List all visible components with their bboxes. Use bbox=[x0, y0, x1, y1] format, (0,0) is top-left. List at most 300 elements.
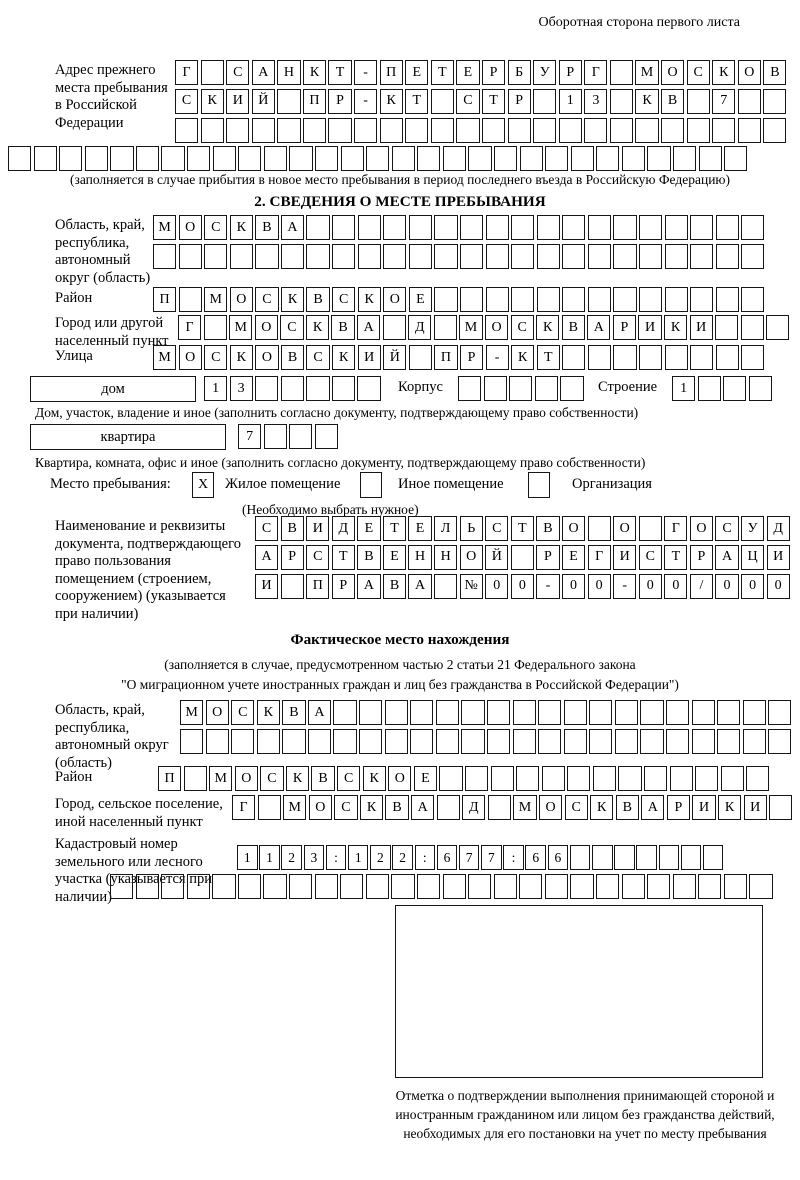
char-cell[interactable]: А bbox=[408, 574, 431, 599]
char-cell[interactable] bbox=[516, 766, 539, 791]
char-cell[interactable]: В bbox=[255, 215, 278, 240]
char-cell[interactable] bbox=[613, 287, 636, 312]
char-cell[interactable]: В bbox=[282, 700, 305, 725]
char-cell[interactable] bbox=[670, 766, 693, 791]
char-cell[interactable] bbox=[410, 729, 433, 754]
char-cell[interactable]: В bbox=[383, 574, 406, 599]
char-cell[interactable]: К bbox=[230, 345, 253, 370]
char-cell[interactable] bbox=[238, 874, 261, 899]
char-cell[interactable] bbox=[306, 376, 329, 401]
char-cell[interactable] bbox=[487, 700, 510, 725]
char-cell[interactable]: А bbox=[281, 215, 304, 240]
char-cell[interactable] bbox=[537, 287, 560, 312]
char-cell[interactable]: Д bbox=[332, 516, 355, 541]
char-cell[interactable]: С bbox=[639, 545, 662, 570]
char-cell[interactable] bbox=[486, 215, 509, 240]
char-cell[interactable] bbox=[545, 146, 568, 171]
char-cell[interactable] bbox=[533, 118, 556, 143]
char-cell[interactable]: П bbox=[380, 60, 403, 85]
char-cell[interactable]: С bbox=[456, 89, 479, 114]
char-cell[interactable] bbox=[238, 146, 261, 171]
char-cell[interactable] bbox=[665, 244, 688, 269]
char-cell[interactable]: Р bbox=[508, 89, 531, 114]
char-cell[interactable]: О bbox=[309, 795, 332, 820]
char-cell[interactable] bbox=[639, 516, 662, 541]
char-cell[interactable] bbox=[303, 118, 326, 143]
char-cell[interactable] bbox=[461, 700, 484, 725]
char-cell[interactable]: : bbox=[503, 845, 524, 870]
char-cell[interactable] bbox=[289, 424, 312, 449]
char-cell[interactable] bbox=[690, 244, 713, 269]
char-cell[interactable] bbox=[213, 146, 236, 171]
char-cell[interactable]: : bbox=[415, 845, 436, 870]
char-cell[interactable] bbox=[610, 60, 633, 85]
char-cell[interactable] bbox=[763, 118, 786, 143]
char-cell[interactable]: - bbox=[354, 60, 377, 85]
char-cell[interactable]: С bbox=[255, 516, 278, 541]
char-cell[interactable]: Е bbox=[383, 545, 406, 570]
char-cell[interactable]: А bbox=[641, 795, 664, 820]
char-cell[interactable] bbox=[281, 376, 304, 401]
char-cell[interactable]: Н bbox=[408, 545, 431, 570]
char-cell[interactable] bbox=[769, 795, 792, 820]
char-cell[interactable] bbox=[741, 315, 764, 340]
char-cell[interactable] bbox=[328, 118, 351, 143]
char-cell[interactable] bbox=[741, 244, 764, 269]
char-cell[interactable]: Г bbox=[175, 60, 198, 85]
char-cell[interactable] bbox=[588, 345, 611, 370]
char-cell[interactable] bbox=[359, 729, 382, 754]
char-cell[interactable] bbox=[564, 700, 587, 725]
char-cell[interactable]: С bbox=[231, 700, 254, 725]
char-cell[interactable]: О bbox=[460, 545, 483, 570]
char-cell[interactable] bbox=[593, 766, 616, 791]
char-cell[interactable] bbox=[333, 700, 356, 725]
char-cell[interactable] bbox=[8, 146, 31, 171]
char-cell[interactable] bbox=[161, 874, 184, 899]
char-cell[interactable]: Е bbox=[456, 60, 479, 85]
char-cell[interactable]: К bbox=[306, 315, 329, 340]
char-cell[interactable] bbox=[482, 118, 505, 143]
char-cell[interactable]: М bbox=[153, 345, 176, 370]
char-cell[interactable] bbox=[488, 795, 511, 820]
char-cell[interactable]: К bbox=[511, 345, 534, 370]
char-cell[interactable] bbox=[610, 118, 633, 143]
char-cell[interactable]: Р bbox=[667, 795, 690, 820]
char-cell[interactable] bbox=[716, 287, 739, 312]
char-cell[interactable]: С bbox=[337, 766, 360, 791]
char-cell[interactable]: Т bbox=[332, 545, 355, 570]
char-cell[interactable]: М bbox=[635, 60, 658, 85]
char-cell[interactable]: 7 bbox=[481, 845, 502, 870]
char-cell[interactable] bbox=[562, 215, 585, 240]
char-cell[interactable] bbox=[494, 146, 517, 171]
char-cell[interactable]: В bbox=[562, 315, 585, 340]
char-cell[interactable]: С bbox=[715, 516, 738, 541]
char-cell[interactable]: И bbox=[638, 315, 661, 340]
char-cell[interactable]: К bbox=[230, 215, 253, 240]
char-cell[interactable] bbox=[673, 146, 696, 171]
char-cell[interactable]: П bbox=[306, 574, 329, 599]
char-cell[interactable]: В bbox=[281, 345, 304, 370]
char-cell[interactable] bbox=[596, 874, 619, 899]
char-cell[interactable] bbox=[179, 244, 202, 269]
char-cell[interactable] bbox=[639, 287, 662, 312]
char-cell[interactable]: С bbox=[280, 315, 303, 340]
char-cell[interactable]: Г bbox=[178, 315, 201, 340]
char-cell[interactable] bbox=[692, 700, 715, 725]
char-cell[interactable]: О bbox=[539, 795, 562, 820]
char-cell[interactable] bbox=[513, 729, 536, 754]
char-cell[interactable]: Е bbox=[408, 516, 431, 541]
char-cell[interactable] bbox=[640, 700, 663, 725]
char-cell[interactable]: Т bbox=[328, 60, 351, 85]
char-cell[interactable] bbox=[571, 146, 594, 171]
char-cell[interactable] bbox=[175, 118, 198, 143]
char-cell[interactable]: А bbox=[357, 315, 380, 340]
char-cell[interactable] bbox=[204, 315, 227, 340]
char-cell[interactable]: Т bbox=[664, 545, 687, 570]
char-cell[interactable]: К bbox=[201, 89, 224, 114]
char-cell[interactable]: Е bbox=[405, 60, 428, 85]
char-cell[interactable] bbox=[434, 287, 457, 312]
char-cell[interactable]: Р bbox=[690, 545, 713, 570]
char-cell[interactable]: О bbox=[388, 766, 411, 791]
char-cell[interactable] bbox=[439, 766, 462, 791]
char-cell[interactable] bbox=[535, 376, 558, 401]
char-cell[interactable] bbox=[110, 146, 133, 171]
char-cell[interactable]: 0 bbox=[767, 574, 790, 599]
char-cell[interactable]: К bbox=[281, 287, 304, 312]
char-cell[interactable]: А bbox=[252, 60, 275, 85]
char-cell[interactable] bbox=[618, 766, 641, 791]
char-cell[interactable] bbox=[315, 146, 338, 171]
char-cell[interactable]: Р bbox=[482, 60, 505, 85]
char-cell[interactable]: Р bbox=[536, 545, 559, 570]
char-cell[interactable] bbox=[639, 215, 662, 240]
char-cell[interactable] bbox=[315, 874, 338, 899]
char-cell[interactable]: В bbox=[357, 545, 380, 570]
char-cell[interactable] bbox=[511, 545, 534, 570]
char-cell[interactable]: О bbox=[235, 766, 258, 791]
char-cell[interactable] bbox=[533, 89, 556, 114]
char-cell[interactable] bbox=[635, 118, 658, 143]
char-cell[interactable] bbox=[763, 89, 786, 114]
char-cell[interactable] bbox=[588, 287, 611, 312]
char-cell[interactable]: Н bbox=[277, 60, 300, 85]
char-cell[interactable]: Й bbox=[383, 345, 406, 370]
char-cell[interactable] bbox=[520, 146, 543, 171]
char-cell[interactable] bbox=[687, 89, 710, 114]
char-cell[interactable]: Т bbox=[511, 516, 534, 541]
char-cell[interactable]: А bbox=[411, 795, 434, 820]
char-cell[interactable]: П bbox=[158, 766, 181, 791]
char-cell[interactable] bbox=[201, 60, 224, 85]
char-cell[interactable] bbox=[562, 287, 585, 312]
char-cell[interactable]: М bbox=[153, 215, 176, 240]
char-cell[interactable]: Р bbox=[332, 574, 355, 599]
char-cell[interactable] bbox=[255, 376, 278, 401]
char-cell[interactable] bbox=[187, 146, 210, 171]
char-cell[interactable] bbox=[716, 215, 739, 240]
char-cell[interactable] bbox=[717, 729, 740, 754]
char-cell[interactable] bbox=[257, 729, 280, 754]
char-cell[interactable] bbox=[570, 874, 593, 899]
char-cell[interactable]: А bbox=[255, 545, 278, 570]
char-cell[interactable] bbox=[230, 244, 253, 269]
char-cell[interactable] bbox=[738, 118, 761, 143]
char-cell[interactable] bbox=[690, 345, 713, 370]
char-cell[interactable] bbox=[766, 315, 789, 340]
char-cell[interactable] bbox=[741, 287, 764, 312]
char-cell[interactable]: 6 bbox=[548, 845, 569, 870]
char-cell[interactable] bbox=[749, 376, 772, 401]
char-cell[interactable]: : bbox=[326, 845, 347, 870]
char-cell[interactable] bbox=[588, 244, 611, 269]
char-cell[interactable] bbox=[647, 146, 670, 171]
char-cell[interactable] bbox=[358, 244, 381, 269]
char-cell[interactable] bbox=[136, 874, 159, 899]
char-cell[interactable]: 0 bbox=[639, 574, 662, 599]
char-cell[interactable] bbox=[187, 874, 210, 899]
char-cell[interactable]: П bbox=[303, 89, 326, 114]
char-cell[interactable] bbox=[511, 215, 534, 240]
char-cell[interactable] bbox=[405, 118, 428, 143]
char-cell[interactable]: Г bbox=[584, 60, 607, 85]
char-cell[interactable]: И bbox=[306, 516, 329, 541]
char-cell[interactable] bbox=[409, 345, 432, 370]
char-cell[interactable]: Р bbox=[328, 89, 351, 114]
char-cell[interactable] bbox=[136, 146, 159, 171]
char-cell[interactable] bbox=[610, 89, 633, 114]
char-cell[interactable]: И bbox=[255, 574, 278, 599]
char-cell[interactable] bbox=[570, 845, 591, 870]
char-cell[interactable] bbox=[340, 874, 363, 899]
char-cell[interactable] bbox=[659, 845, 680, 870]
char-cell[interactable]: К bbox=[332, 345, 355, 370]
char-cell[interactable]: К bbox=[358, 287, 381, 312]
char-cell[interactable] bbox=[584, 118, 607, 143]
char-cell[interactable] bbox=[724, 146, 747, 171]
char-cell[interactable] bbox=[699, 146, 722, 171]
char-cell[interactable] bbox=[613, 215, 636, 240]
char-cell[interactable]: О bbox=[383, 287, 406, 312]
char-cell[interactable]: В bbox=[306, 287, 329, 312]
char-cell[interactable] bbox=[281, 244, 304, 269]
char-cell[interactable] bbox=[434, 315, 457, 340]
char-cell[interactable] bbox=[385, 700, 408, 725]
char-cell[interactable] bbox=[85, 146, 108, 171]
char-cell[interactable] bbox=[698, 874, 721, 899]
char-cell[interactable]: 2 bbox=[370, 845, 391, 870]
char-cell[interactable]: В bbox=[385, 795, 408, 820]
char-cell[interactable]: Т bbox=[431, 60, 454, 85]
char-cell[interactable] bbox=[409, 244, 432, 269]
char-cell[interactable]: С bbox=[204, 215, 227, 240]
char-cell[interactable] bbox=[746, 766, 769, 791]
char-cell[interactable] bbox=[588, 516, 611, 541]
char-cell[interactable]: О bbox=[206, 700, 229, 725]
char-cell[interactable]: 0 bbox=[588, 574, 611, 599]
char-cell[interactable]: К bbox=[303, 60, 326, 85]
char-cell[interactable]: А bbox=[587, 315, 610, 340]
char-cell[interactable]: С bbox=[565, 795, 588, 820]
char-cell[interactable] bbox=[332, 215, 355, 240]
char-cell[interactable] bbox=[201, 118, 224, 143]
char-cell[interactable] bbox=[613, 244, 636, 269]
char-cell[interactable] bbox=[673, 874, 696, 899]
char-cell[interactable] bbox=[306, 244, 329, 269]
char-cell[interactable]: М bbox=[283, 795, 306, 820]
char-cell[interactable]: О bbox=[485, 315, 508, 340]
char-cell[interactable] bbox=[358, 215, 381, 240]
char-cell[interactable]: 6 bbox=[437, 845, 458, 870]
char-cell[interactable] bbox=[588, 215, 611, 240]
char-cell[interactable]: С bbox=[511, 315, 534, 340]
char-cell[interactable]: У bbox=[741, 516, 764, 541]
char-cell[interactable]: К bbox=[664, 315, 687, 340]
char-cell[interactable]: С bbox=[687, 60, 710, 85]
char-cell[interactable] bbox=[560, 376, 583, 401]
char-cell[interactable] bbox=[486, 244, 509, 269]
char-cell[interactable]: К bbox=[286, 766, 309, 791]
char-cell[interactable] bbox=[545, 874, 568, 899]
char-cell[interactable]: В bbox=[311, 766, 334, 791]
char-cell[interactable] bbox=[436, 700, 459, 725]
char-cell[interactable]: С bbox=[260, 766, 283, 791]
char-cell[interactable] bbox=[461, 729, 484, 754]
char-cell[interactable] bbox=[436, 729, 459, 754]
char-cell[interactable] bbox=[491, 766, 514, 791]
char-cell[interactable]: В bbox=[616, 795, 639, 820]
char-cell[interactable] bbox=[721, 766, 744, 791]
char-cell[interactable] bbox=[359, 700, 382, 725]
char-cell[interactable]: 0 bbox=[664, 574, 687, 599]
char-cell[interactable] bbox=[596, 146, 619, 171]
char-cell[interactable]: 2 bbox=[392, 845, 413, 870]
char-cell[interactable]: И bbox=[767, 545, 790, 570]
char-cell[interactable]: Й bbox=[485, 545, 508, 570]
char-cell[interactable] bbox=[622, 874, 645, 899]
char-cell[interactable] bbox=[468, 146, 491, 171]
char-cell[interactable] bbox=[315, 424, 338, 449]
char-cell[interactable] bbox=[519, 874, 542, 899]
char-cell[interactable]: М bbox=[180, 700, 203, 725]
char-cell[interactable]: - bbox=[613, 574, 636, 599]
char-cell[interactable]: М bbox=[459, 315, 482, 340]
char-cell[interactable]: Т bbox=[537, 345, 560, 370]
char-cell[interactable] bbox=[263, 874, 286, 899]
char-cell[interactable] bbox=[537, 244, 560, 269]
char-cell[interactable]: И bbox=[692, 795, 715, 820]
char-cell[interactable] bbox=[724, 874, 747, 899]
char-cell[interactable] bbox=[690, 215, 713, 240]
char-cell[interactable] bbox=[366, 146, 389, 171]
char-cell[interactable] bbox=[661, 118, 684, 143]
char-cell[interactable] bbox=[589, 729, 612, 754]
char-cell[interactable] bbox=[258, 795, 281, 820]
char-cell[interactable]: М bbox=[229, 315, 252, 340]
char-cell[interactable] bbox=[636, 845, 657, 870]
char-cell[interactable] bbox=[282, 729, 305, 754]
char-cell[interactable]: К bbox=[536, 315, 559, 340]
char-cell[interactable]: И bbox=[744, 795, 767, 820]
char-cell[interactable] bbox=[465, 766, 488, 791]
char-cell[interactable]: Н bbox=[434, 545, 457, 570]
char-cell[interactable] bbox=[538, 700, 561, 725]
char-cell[interactable]: Р bbox=[613, 315, 636, 340]
char-cell[interactable]: 3 bbox=[230, 376, 253, 401]
checkbox-organization[interactable] bbox=[528, 472, 550, 498]
char-cell[interactable] bbox=[511, 287, 534, 312]
char-cell[interactable] bbox=[332, 376, 355, 401]
char-cell[interactable] bbox=[716, 345, 739, 370]
char-cell[interactable]: С bbox=[255, 287, 278, 312]
char-cell[interactable]: В bbox=[281, 516, 304, 541]
char-cell[interactable]: Е bbox=[357, 516, 380, 541]
char-cell[interactable] bbox=[468, 874, 491, 899]
char-cell[interactable]: И bbox=[358, 345, 381, 370]
char-cell[interactable] bbox=[252, 118, 275, 143]
char-cell[interactable]: К bbox=[363, 766, 386, 791]
char-cell[interactable]: С bbox=[332, 287, 355, 312]
char-cell[interactable]: О bbox=[661, 60, 684, 85]
char-cell[interactable] bbox=[184, 766, 207, 791]
char-cell[interactable] bbox=[486, 287, 509, 312]
char-cell[interactable]: Й bbox=[252, 89, 275, 114]
char-cell[interactable] bbox=[431, 118, 454, 143]
char-cell[interactable]: № bbox=[460, 574, 483, 599]
char-cell[interactable]: Р bbox=[460, 345, 483, 370]
char-cell[interactable] bbox=[494, 874, 517, 899]
char-cell[interactable]: С bbox=[306, 345, 329, 370]
char-cell[interactable]: О bbox=[179, 215, 202, 240]
char-cell[interactable] bbox=[212, 874, 235, 899]
char-cell[interactable]: И bbox=[690, 315, 713, 340]
char-cell[interactable] bbox=[615, 700, 638, 725]
char-cell[interactable]: О bbox=[179, 345, 202, 370]
char-cell[interactable] bbox=[614, 845, 635, 870]
char-cell[interactable]: О bbox=[738, 60, 761, 85]
char-cell[interactable] bbox=[289, 146, 312, 171]
char-cell[interactable] bbox=[409, 215, 432, 240]
char-cell[interactable] bbox=[687, 118, 710, 143]
char-cell[interactable]: А bbox=[357, 574, 380, 599]
char-cell[interactable] bbox=[681, 845, 702, 870]
char-cell[interactable]: А bbox=[308, 700, 331, 725]
char-cell[interactable] bbox=[592, 845, 613, 870]
char-cell[interactable]: Г bbox=[588, 545, 611, 570]
char-cell[interactable] bbox=[110, 874, 133, 899]
char-cell[interactable] bbox=[391, 874, 414, 899]
char-cell[interactable]: О bbox=[613, 516, 636, 541]
checkbox-other-premises[interactable] bbox=[360, 472, 382, 498]
char-cell[interactable]: 7 bbox=[459, 845, 480, 870]
char-cell[interactable] bbox=[511, 244, 534, 269]
char-cell[interactable]: 1 bbox=[672, 376, 695, 401]
char-cell[interactable] bbox=[385, 729, 408, 754]
char-cell[interactable] bbox=[431, 89, 454, 114]
char-cell[interactable]: - bbox=[486, 345, 509, 370]
char-cell[interactable] bbox=[749, 874, 772, 899]
char-cell[interactable] bbox=[231, 729, 254, 754]
char-cell[interactable] bbox=[640, 729, 663, 754]
char-cell[interactable] bbox=[717, 700, 740, 725]
char-cell[interactable]: Е bbox=[414, 766, 437, 791]
char-cell[interactable] bbox=[698, 376, 721, 401]
char-cell[interactable]: Д bbox=[408, 315, 431, 340]
char-cell[interactable] bbox=[308, 729, 331, 754]
